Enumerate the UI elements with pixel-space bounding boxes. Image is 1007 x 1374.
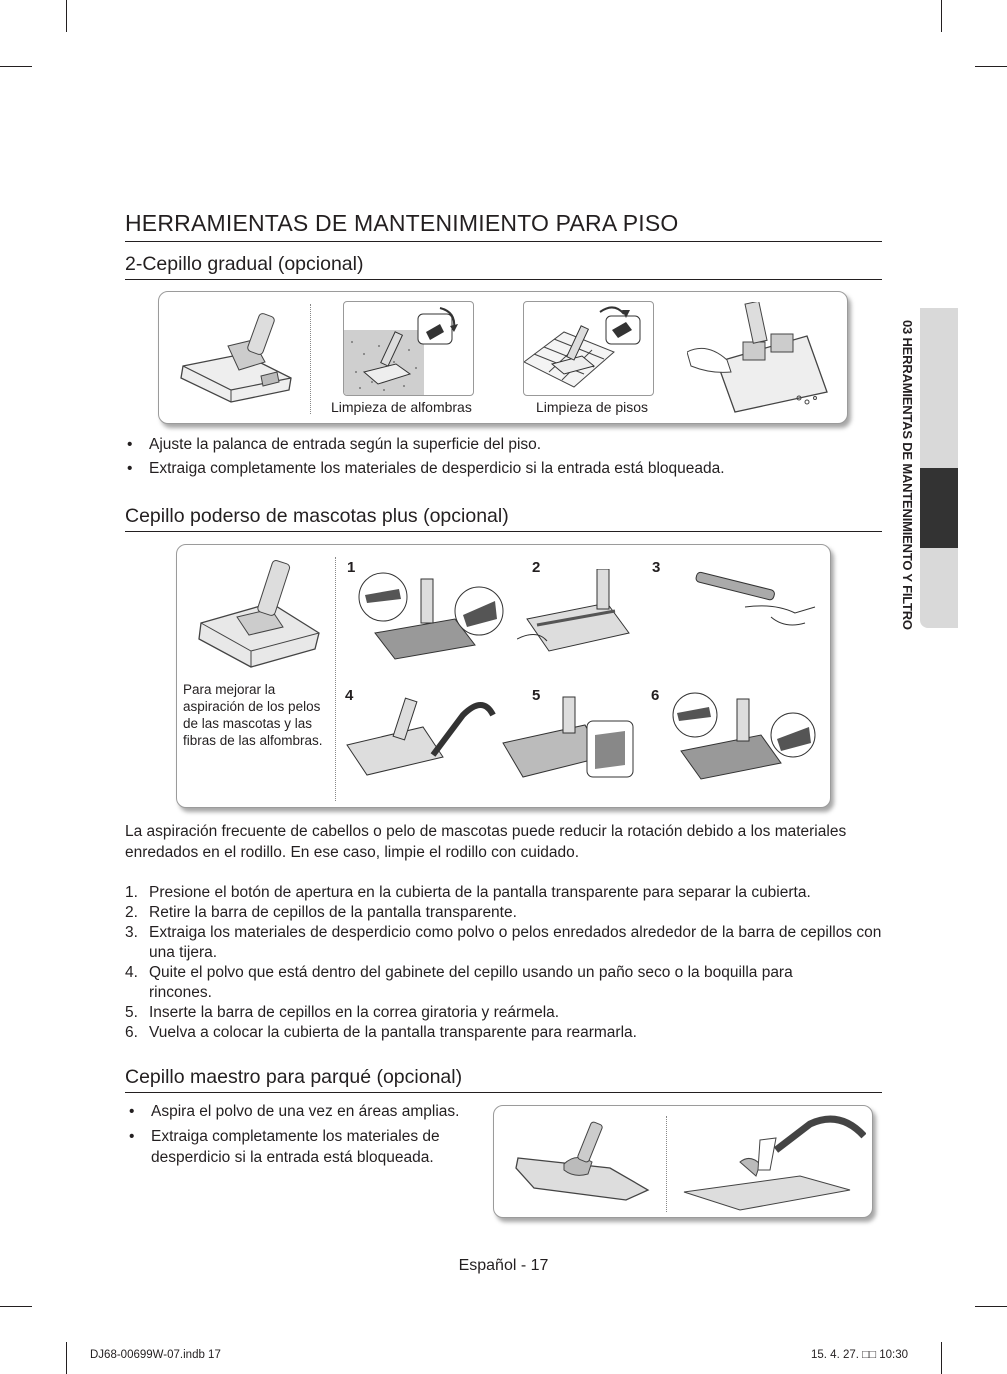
step-2-illustration (517, 569, 637, 659)
print-date-info: 15. 4. 27. □□ 10:30 (811, 1349, 909, 1361)
crop-mark (941, 1342, 942, 1374)
list-item: 3. Extraiga los materiales de desperdicio como polvo o pelos enredados alrededor de la barra de cepillos con una tijera. (125, 924, 882, 961)
crop-mark (0, 66, 32, 67)
gradual-brush-figure (158, 291, 848, 424)
section1-bullets (125, 433, 885, 481)
chapter-tab-marker (920, 468, 958, 548)
list-item: 4. Quite el polvo que está dentro del gabinete del cepillo usando un paño seco o la boquilla para rincones. (125, 964, 793, 1001)
caption-carpet: Limpieza de alfombras (331, 399, 472, 415)
carpet-mode-image (343, 301, 474, 396)
pet-brush-steps (125, 883, 885, 1043)
section-title-parquet-brush: Cepillo maestro para parqué (opcional) (125, 1066, 882, 1093)
section-title-gradual-brush: 2-Cepillo gradual (opcional) (125, 253, 882, 280)
clearing-blockage-illustration (687, 302, 837, 414)
crop-mark (975, 66, 1007, 67)
crop-mark (941, 0, 942, 32)
parquet-blockage-illustration (680, 1110, 866, 1214)
step-5-illustration (499, 695, 639, 787)
list-item: 1. Presione el botón de apertura en la cubierta de la pantalla transparente para separar la cubierta. (125, 884, 811, 901)
list-item: • Aspira el polvo de una vez en áreas amplias. (127, 1100, 462, 1124)
parquet-brush-figure (493, 1105, 873, 1218)
list-item: 6. Vuelva a colocar la cubierta de la pantalla transparente para rearmarla. (125, 1024, 637, 1041)
step-number: 3 (652, 559, 661, 576)
section-title-pet-brush: Cepillo poderso de mascotas plus (opcional) (125, 505, 882, 532)
crop-mark (66, 1342, 67, 1374)
step-6-illustration (661, 691, 821, 787)
floor-illustration (524, 302, 653, 395)
crop-mark (0, 1306, 32, 1307)
floor-mode-image (523, 301, 654, 396)
step-number: 5 (532, 687, 541, 704)
carpet-illustration (344, 302, 473, 395)
step-number: 1 (347, 559, 356, 576)
step-number: 4 (345, 687, 354, 704)
step-3-illustration (685, 567, 820, 637)
pet-brush-illustration (191, 557, 331, 675)
list-item: • Extraiga completamente los materiales de desperdicio si la entrada está bloqueada. (125, 457, 885, 481)
list-item: • Extraiga completamente los materiales de desperdicio si la entrada está bloqueada. (127, 1126, 462, 1168)
step-1-illustration (355, 571, 505, 663)
caption-floor: Limpieza de pisos (536, 399, 649, 415)
print-file-info: DJ68-00699W-07.indb 17 (90, 1349, 221, 1361)
pet-brush-figure (176, 544, 831, 808)
chapter-tab-label: 03 HERRAMIENTAS DE MANTENIMIENTO Y FILTRO (900, 320, 915, 630)
section3-bullets (127, 1100, 462, 1168)
crop-mark (66, 0, 67, 32)
divider (310, 304, 311, 414)
step-number: 6 (651, 687, 660, 704)
list-item: • Ajuste la palanca de entrada según la superficie del piso. (125, 433, 885, 457)
pet-brush-note: Para mejorar la aspiración de los pelos de las mascotas y las fibras de las alfombras. (183, 682, 323, 748)
gradual-brush-illustration (173, 306, 303, 406)
step-4-illustration (343, 695, 503, 785)
list-item: 2. Retire la barra de cepillos de la pantalla transparente. (125, 904, 517, 921)
divider (335, 557, 336, 801)
list-item: 5. Inserte la barra de cepillos en la correa giratoria y reármela. (125, 1004, 560, 1021)
crop-mark (975, 1306, 1007, 1307)
parquet-brush-illustration (514, 1118, 654, 1208)
page-title: HERRAMIENTAS DE MANTENIMIENTO PARA PISO (125, 210, 882, 242)
divider (666, 1116, 667, 1212)
step-number: 2 (532, 559, 541, 576)
pet-brush-intro: La aspiración frecuente de cabellos o pelo de mascotas puede reducir la rotación debido a los materiales enredados en el rodillo. En ese caso, limpie el rodillo con cuidado. (125, 823, 847, 861)
page-number: Español - 17 (458, 1257, 549, 1274)
